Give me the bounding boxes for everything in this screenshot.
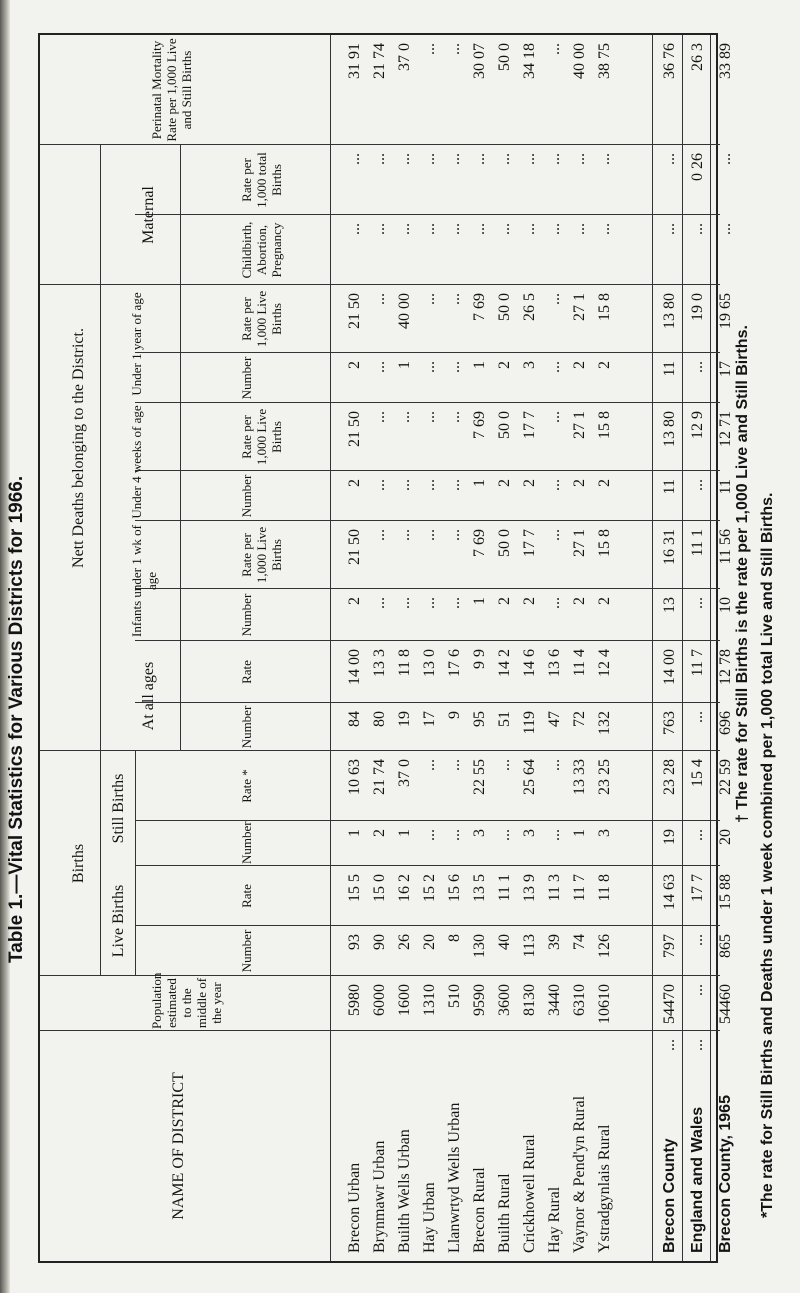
- cell-y1_r: ...: [446, 293, 463, 305]
- cell-y1_r: 21 50: [346, 293, 363, 329]
- cell-w4_n: ...: [371, 479, 388, 491]
- cell-sb_n: ...: [546, 829, 563, 841]
- cell-sb_r: ...: [421, 759, 438, 771]
- summary-y1_n: ...: [689, 361, 706, 373]
- cell-w4_n: 2: [346, 479, 363, 487]
- cell-y1_n: 2: [596, 361, 613, 369]
- cell-lb_r: 11 7: [571, 874, 588, 902]
- cell-peri: 40 00: [571, 43, 588, 79]
- cell-peri: 34 18: [521, 43, 538, 79]
- cell-inf_n: 2: [496, 597, 513, 605]
- summary-lb_r: 15 88: [717, 874, 734, 910]
- subheader-inf_n: Number: [239, 593, 254, 637]
- cell-lb_r: 11 3: [546, 874, 563, 902]
- cell-d_r: 13 3: [371, 649, 388, 677]
- cell-mat_r: ...: [546, 153, 563, 165]
- cell-sb_n: 1: [346, 829, 363, 837]
- summary-mat_c: ...: [689, 223, 706, 235]
- summary-y1_n: 17: [717, 361, 734, 377]
- summary-w4_r: 12 71: [717, 411, 734, 447]
- district-name: Builth Rural: [496, 1173, 513, 1253]
- cell-d_n: 9: [446, 711, 463, 719]
- cell-sb_n: ...: [421, 829, 438, 841]
- cell-mat_r: ...: [471, 153, 488, 165]
- summary-inf_n: 13: [661, 597, 678, 613]
- cell-inf_r: 17 7: [521, 529, 538, 557]
- cell-w4_r: ...: [421, 411, 438, 423]
- cell-d_r: 12 4: [596, 649, 613, 677]
- cell-d_n: 84: [346, 711, 363, 727]
- summary-sb_n: 19: [661, 829, 678, 845]
- district-name: Brecon Rural: [471, 1167, 488, 1253]
- cell-d_n: 47: [546, 711, 563, 727]
- cell-sb_r: ...: [446, 759, 463, 771]
- cell-peri: ...: [546, 43, 563, 55]
- summary-pop: ...: [689, 984, 706, 996]
- header-nett-deaths: Nett Deaths belonging to the District.: [70, 328, 87, 568]
- cell-d_r: 17 6: [446, 649, 463, 677]
- cell-inf_n: ...: [446, 597, 463, 609]
- cell-w4_n: 2: [571, 479, 588, 487]
- subheader-w4_r: Rate per 1,000 Live Births: [239, 408, 284, 466]
- cell-sb_r: 10 63: [346, 759, 363, 795]
- cell-peri: 30 07: [471, 43, 488, 79]
- cell-lb_r: 11 8: [596, 874, 613, 902]
- cell-mat_r: ...: [421, 153, 438, 165]
- cell-mat_c: ...: [521, 223, 538, 235]
- cell-peri: 38 75: [596, 43, 613, 79]
- cell-w4_r: 7 69: [471, 411, 488, 439]
- header-still-births: Still Births: [110, 773, 127, 844]
- cell-d_r: 13 0: [421, 649, 438, 677]
- cell-w4_n: ...: [396, 479, 413, 491]
- summary-sb_r: 22 59: [717, 759, 734, 795]
- cell-lb_n: 20: [421, 934, 438, 950]
- group-rule: [180, 145, 181, 751]
- cell-mat_c: ...: [446, 223, 463, 235]
- cell-lb_r: 15 6: [446, 874, 463, 902]
- cell-sb_n: 3: [521, 829, 538, 837]
- subheader-w4_n: Number: [239, 474, 254, 518]
- cell-inf_n: 2: [596, 597, 613, 605]
- cell-mat_r: ...: [521, 153, 538, 165]
- cell-d_r: 11 4: [571, 649, 588, 677]
- district-name: Vaynor & Pend'yn Rural: [571, 1095, 588, 1253]
- subheader-d_n: Number: [239, 705, 254, 749]
- subheader-y1_n: Number: [239, 356, 254, 400]
- header-under1: Under 1 year of age: [129, 292, 144, 396]
- cell-pop: 6310: [571, 984, 588, 1016]
- summary-d_r: 12 78: [717, 649, 734, 685]
- cell-sb_n: ...: [446, 829, 463, 841]
- header-population: Population estimated to the middle of the year: [149, 972, 224, 1029]
- cell-sb_r: 22 55: [471, 759, 488, 795]
- cell-inf_n: 2: [571, 597, 588, 605]
- group-rule: [100, 751, 101, 976]
- district-name: Crickhowell Rural: [521, 1134, 538, 1253]
- cell-lb_n: 113: [521, 934, 538, 958]
- cell-d_n: 119: [521, 711, 538, 735]
- cell-inf_n: ...: [371, 597, 388, 609]
- cell-lb_r: 16 2: [396, 874, 413, 902]
- cell-mat_r: ...: [446, 153, 463, 165]
- cell-mat_c: ...: [546, 223, 563, 235]
- summary-lb_r: 17 7: [689, 874, 706, 902]
- summary-lb_n: 865: [717, 934, 734, 958]
- cell-peri: 21 74: [371, 43, 388, 79]
- cell-y1_n: ...: [546, 361, 563, 373]
- cell-d_r: 11 8: [396, 649, 413, 677]
- cell-y1_n: 2: [496, 361, 513, 369]
- cell-mat_r: ...: [596, 153, 613, 165]
- cell-d_n: 80: [371, 711, 388, 727]
- cell-pop: 3600: [496, 984, 513, 1016]
- district-name: Brecon Urban: [346, 1162, 363, 1253]
- cell-sb_r: ...: [496, 759, 513, 771]
- cell-w4_r: ...: [446, 411, 463, 423]
- cell-mat_c: ...: [571, 223, 588, 235]
- cell-w4_n: 2: [596, 479, 613, 487]
- subheader-sb_r: Rate *: [239, 769, 254, 803]
- summary-lb_n: ...: [689, 934, 706, 946]
- summary-y1_r: 19 0: [689, 293, 706, 321]
- cell-inf_n: 2: [521, 597, 538, 605]
- cell-y1_r: 15 8: [596, 293, 613, 321]
- cell-mat_c: ...: [346, 223, 363, 235]
- cell-inf_r: 27 1: [571, 529, 588, 557]
- summary-peri: 36 76: [661, 43, 678, 79]
- cell-inf_r: 21 50: [346, 529, 363, 565]
- subheader-inf_r: Rate per 1,000 Live Births: [239, 526, 284, 584]
- cell-inf_n: 1: [471, 597, 488, 605]
- cell-lb_r: 13 9: [521, 874, 538, 902]
- cell-y1_r: 50 0: [496, 293, 513, 321]
- cell-w4_r: 50 0: [496, 411, 513, 439]
- summary-d_n: 763: [661, 711, 678, 735]
- cell-pop: 8130: [521, 984, 538, 1016]
- subheader-mat_c: Childbirth, Abortion, Pregnancy: [239, 221, 284, 279]
- cell-w4_r: 21 50: [346, 411, 363, 447]
- cell-sb_r: 13 33: [571, 759, 588, 795]
- cell-lb_n: 93: [346, 934, 363, 950]
- subheader-lb_r: Rate: [239, 884, 254, 908]
- cell-sb_r: 25 64: [521, 759, 538, 795]
- cell-pop: 1310: [421, 984, 438, 1016]
- cell-lb_r: 13 5: [471, 874, 488, 902]
- cell-y1_r: ...: [546, 293, 563, 305]
- summary-w4_r: 13 80: [661, 411, 678, 447]
- cell-lb_n: 26: [396, 934, 413, 950]
- cell-y1_n: 1: [396, 361, 413, 369]
- cell-inf_r: ...: [446, 529, 463, 541]
- cell-w4_r: 27 1: [571, 411, 588, 439]
- summary-pop: 54460: [717, 984, 734, 1024]
- cell-lb_r: 15 2: [421, 874, 438, 902]
- cell-mat_c: ...: [421, 223, 438, 235]
- cell-y1_n: 2: [346, 361, 363, 369]
- summary-mat_r: ...: [661, 153, 678, 165]
- cell-lb_r: 11 1: [496, 874, 513, 902]
- cell-inf_r: ...: [546, 529, 563, 541]
- cell-lb_n: 90: [371, 934, 388, 950]
- header-perinatal: Perinatal Mortality Rate per 1,000 Live and Still Births: [149, 38, 194, 142]
- cell-lb_n: 8: [446, 934, 463, 942]
- cell-sb_r: 21 74: [371, 759, 388, 795]
- footnote-dagger: † The rate for Still Births is the rate per 1,000 Live and Still Births.: [734, 325, 751, 823]
- table-title: Table 1.—Vital Statistics for Various Districts for 1966.: [6, 475, 27, 963]
- cell-inf_r: 50 0: [496, 529, 513, 557]
- district-name: Hay Urban: [421, 1182, 438, 1253]
- cell-y1_r: ...: [421, 293, 438, 305]
- header-infants: Infants under 1 wk of age: [129, 525, 159, 637]
- summary-mat_c: ...: [717, 223, 734, 235]
- cell-inf_r: ...: [421, 529, 438, 541]
- summary-name: Brecon County, 1965: [717, 1095, 734, 1253]
- cell-sb_r: 23 25: [596, 759, 613, 795]
- cell-w4_n: 2: [521, 479, 538, 487]
- cell-peri: 31 91: [346, 43, 363, 79]
- summary-inf_n: 10: [717, 597, 734, 613]
- cell-sb_n: 1: [396, 829, 413, 837]
- summary-y1_n: 11: [661, 361, 678, 377]
- cell-pop: 10610: [596, 984, 613, 1024]
- group-rule: [100, 145, 101, 751]
- summary-sb_n: 20: [717, 829, 734, 845]
- summary-w4_n: ...: [689, 479, 706, 491]
- cell-lb_r: 15 5: [346, 874, 363, 902]
- cell-y1_n: 3: [521, 361, 538, 369]
- district-name: Brynmawr Urban: [371, 1140, 388, 1253]
- cell-w4_n: 2: [496, 479, 513, 487]
- cell-y1_n: ...: [446, 361, 463, 373]
- cell-peri: 50 0: [496, 43, 513, 71]
- subheader-y1_r: Rate per 1,000 Live Births: [239, 290, 284, 348]
- cell-y1_r: 26 5: [521, 293, 538, 321]
- subheader-sb_n: Number: [239, 821, 254, 864]
- summary-name: Brecon County: [661, 1138, 678, 1253]
- cell-y1_n: 1: [471, 361, 488, 369]
- summary-y1_r: 13 80: [661, 293, 678, 329]
- summary-mat_r: ...: [717, 153, 734, 165]
- cell-y1_n: 2: [571, 361, 588, 369]
- cell-d_n: 19: [396, 711, 413, 727]
- cell-w4_r: ...: [396, 411, 413, 423]
- cell-pop: 6000: [371, 984, 388, 1016]
- summary-peri: 26 3: [689, 43, 706, 71]
- summary-y1_r: 19 65: [717, 293, 734, 329]
- cell-y1_r: 7 69: [471, 293, 488, 321]
- cell-sb_n: 3: [596, 829, 613, 837]
- summary-lb_n: 797: [661, 934, 678, 958]
- header-live-births: Live Births: [110, 884, 127, 958]
- cell-peri: ...: [446, 43, 463, 55]
- cell-d_r: 14 2: [496, 649, 513, 677]
- cell-inf_n: ...: [396, 597, 413, 609]
- header-maternal: Maternal: [140, 186, 157, 244]
- cell-lb_n: 40: [496, 934, 513, 950]
- summary-d_n: 696: [717, 711, 734, 735]
- cell-sb_r: 37 0: [396, 759, 413, 787]
- subheader-lb_n: Number: [239, 929, 254, 973]
- vital-statistics-table: [38, 33, 734, 1263]
- summary-mat_c: ...: [661, 223, 678, 235]
- cell-d_n: 95: [471, 711, 488, 727]
- cell-w4_r: ...: [371, 411, 388, 423]
- header-births: Births: [70, 843, 87, 884]
- cell-lb_r: 15 0: [371, 874, 388, 902]
- cell-inf_r: ...: [396, 529, 413, 541]
- cell-sb_r: ...: [546, 759, 563, 771]
- cell-mat_r: ...: [571, 153, 588, 165]
- summary-w4_n: 11: [661, 479, 678, 495]
- cell-w4_r: 15 8: [596, 411, 613, 439]
- header-under4: Under 4 weeks of age: [129, 405, 144, 519]
- cell-w4_n: ...: [546, 479, 563, 491]
- cell-inf_n: ...: [421, 597, 438, 609]
- footnote-star: *The rate for Still Births and Deaths under 1 week combined per 1,000 total Live and Still Births.: [759, 492, 776, 1218]
- cell-mat_r: ...: [346, 153, 363, 165]
- cell-mat_r: ...: [496, 153, 513, 165]
- cell-pop: 3440: [546, 984, 563, 1016]
- cell-d_n: 51: [496, 711, 513, 727]
- summary-w4_n: 11: [717, 479, 734, 495]
- cell-w4_n: 1: [471, 479, 488, 487]
- cell-d_r: 14 6: [521, 649, 538, 677]
- cell-peri: 37 0: [396, 43, 413, 71]
- cell-lb_n: 126: [596, 934, 613, 958]
- cell-w4_r: ...: [546, 411, 563, 423]
- summary-lb_r: 14 63: [661, 874, 678, 910]
- header-all-ages: At all ages: [140, 661, 157, 731]
- group-rule: [135, 751, 136, 976]
- district-name: Hay Rural: [546, 1186, 563, 1253]
- summary-dots: [714, 1039, 738, 1081]
- cell-d_n: 72: [571, 711, 588, 727]
- cell-mat_c: ...: [596, 223, 613, 235]
- cell-inf_r: 15 8: [596, 529, 613, 557]
- summary-w4_r: 12 9: [689, 411, 706, 439]
- cell-sb_n: 1: [571, 829, 588, 837]
- cell-d_n: 17: [421, 711, 438, 727]
- summary-inf_r: 16 31: [661, 529, 678, 565]
- cell-d_r: 9 9: [471, 649, 488, 669]
- district-name: Ystradgynlais Rural: [596, 1124, 613, 1253]
- cell-inf_r: ...: [371, 529, 388, 541]
- cell-pop: 510: [446, 984, 463, 1008]
- summary-sb_r: 15 4: [689, 759, 706, 787]
- cell-mat_r: ...: [371, 153, 388, 165]
- cell-pop: 1600: [396, 984, 413, 1016]
- cell-mat_c: ...: [396, 223, 413, 235]
- cell-lb_n: 130: [471, 934, 488, 958]
- summary-sb_r: 23 28: [661, 759, 678, 795]
- cell-y1_n: ...: [371, 361, 388, 373]
- cell-y1_r: 40 00: [396, 293, 413, 329]
- cell-sb_n: ...: [496, 829, 513, 841]
- cell-w4_r: 17 7: [521, 411, 538, 439]
- summary-dots: ...: [689, 1039, 706, 1051]
- cell-w4_n: ...: [421, 479, 438, 491]
- summary-sb_n: ...: [689, 829, 706, 841]
- cell-lb_n: 39: [546, 934, 563, 950]
- district-name: Builth Wells Urban: [396, 1129, 413, 1253]
- cell-sb_n: 3: [471, 829, 488, 837]
- district-name: Llanwrtyd Wells Urban: [446, 1102, 463, 1253]
- summary-d_r: 14 00: [661, 649, 678, 685]
- summary-inf_r: 11 56: [717, 529, 734, 565]
- cell-y1_r: 27 1: [571, 293, 588, 321]
- summary-name: England and Wales: [689, 1106, 706, 1253]
- summary-d_r: 11 7: [689, 649, 706, 677]
- cell-d_r: 14 00: [346, 649, 363, 685]
- cell-d_r: 13 6: [546, 649, 563, 677]
- cell-y1_n: ...: [421, 361, 438, 373]
- summary-inf_r: 11 1: [689, 529, 706, 557]
- cell-inf_r: 7 69: [471, 529, 488, 557]
- header-name: NAME OF DISTRICT: [170, 1072, 187, 1220]
- cell-pop: 9590: [471, 984, 488, 1016]
- cell-inf_n: 2: [346, 597, 363, 605]
- cell-pop: 5980: [346, 984, 363, 1016]
- cell-d_n: 132: [596, 711, 613, 735]
- cell-mat_c: ...: [496, 223, 513, 235]
- cell-w4_n: ...: [446, 479, 463, 491]
- cell-lb_n: 74: [571, 934, 588, 950]
- cell-inf_n: ...: [546, 597, 563, 609]
- cell-mat_r: ...: [396, 153, 413, 165]
- summary-inf_n: ...: [689, 597, 706, 609]
- cell-y1_r: ...: [371, 293, 388, 305]
- summary-peri: 33 89: [717, 43, 734, 79]
- summary-pop: 54470: [661, 984, 678, 1024]
- cell-peri: ...: [421, 43, 438, 55]
- summary-mat_r: 0 26: [689, 153, 706, 181]
- summary-d_n: ...: [689, 711, 706, 723]
- cell-mat_c: ...: [471, 223, 488, 235]
- summary-rule: [710, 35, 711, 1261]
- summary-rule: [682, 35, 683, 1261]
- summary-dots: ...: [661, 1039, 678, 1051]
- header-rule: [330, 35, 331, 1261]
- summary-rule: [652, 35, 653, 1261]
- subheader-mat_r: Rate per 1,000 total Births: [239, 152, 284, 208]
- cell-sb_n: 2: [371, 829, 388, 837]
- cell-mat_c: ...: [371, 223, 388, 235]
- subheader-d_r: Rate: [239, 660, 254, 684]
